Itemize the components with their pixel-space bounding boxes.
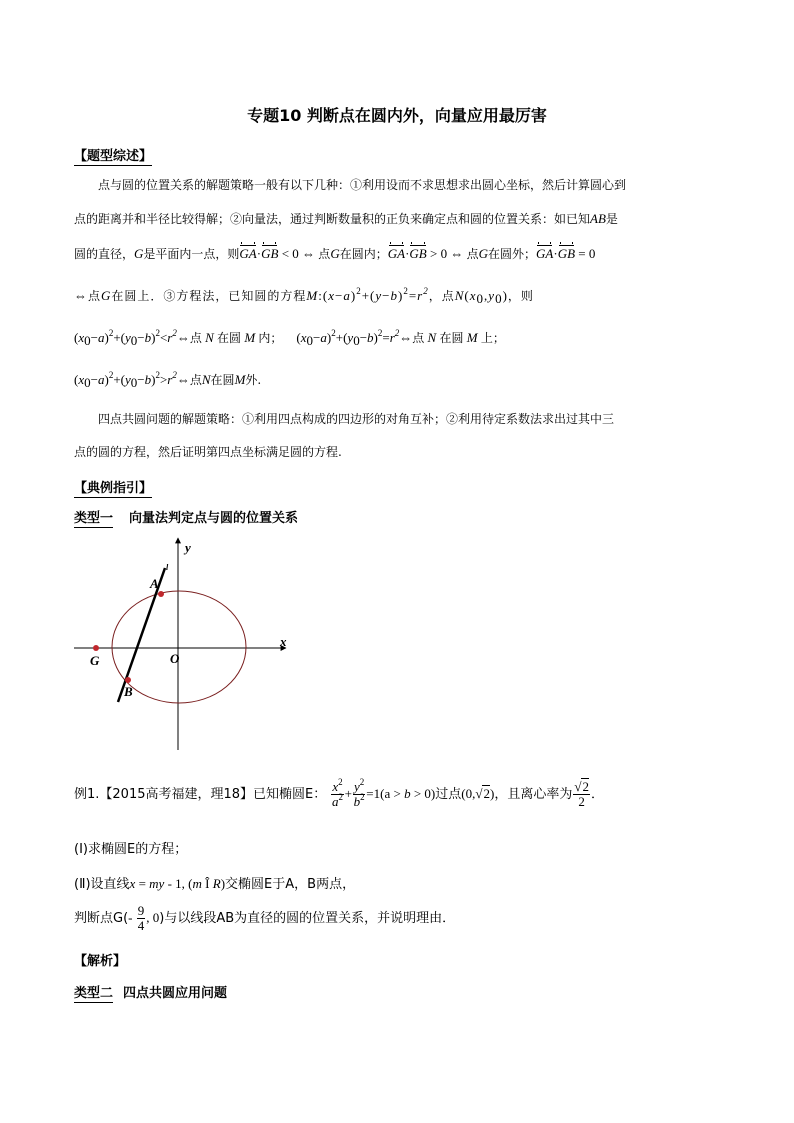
label-x: x [280, 634, 287, 649]
page-title: 专题10 判断点在圆内外，向量应用最厉害 [247, 106, 547, 125]
example1-question-1: (Ⅰ)求椭圆E的方程； [74, 842, 188, 857]
label-y: y [185, 540, 191, 555]
overview-line-5: $(x_0-a)^2+(y_0-b)^2<r^2\Leftrightarrow$点 N 在圆 M 内； $(x_0-a)^2+(y_0-b)^2=r^2\Leftrightarrow$点 N 在圆 M 上； [74, 328, 505, 348]
ellipse-figure [68, 530, 298, 760]
section-solution-heading: 【解析】 [74, 954, 127, 969]
overview-line-1: 点与圆的位置关系的解题策略一般有以下几种：①利用设而不求思想求出圆心坐标，然后计算圆心到 [98, 178, 627, 192]
type1-heading: 类型一 向量法判定点与圆的位置关系 [74, 511, 299, 526]
overview-p2-line-2: 点的圆的方程，然后证明第四点坐标满足圆的方程. [74, 445, 342, 459]
overview-line-2: 点的距离并和半径比较得解；②向量法，通过判断数量积的正负来确定点和圆的位置关系：如已知AB是 [74, 211, 618, 226]
label-b: B [124, 684, 133, 699]
overview-line-4: ⇔点G在圆上．③方程法，已知圆的方程$M:(x-a)^2+(y-b)^2=r^2$，点$N(x_0,y_0)$，则 [74, 286, 534, 306]
label-o: O [170, 651, 180, 666]
section-examples-heading: 【典例指引】 [74, 481, 153, 496]
overview-line-3: 圆的直径，G是平面内一点，则GA·GB < 0 ⇔ 点G在圆内；GA·GB > 0 ⇔ 点G在圆外；GA·GB = 0 [74, 246, 596, 261]
example1-question-2: (Ⅱ)设直线x = my - 1, (m Î R)交椭圆E于A，B两点， [74, 876, 356, 892]
overview-line-6: $(x_0-a)^2+(y_0-b)^2>r^2\Leftrightarrow$点N在圆M外. [74, 370, 262, 390]
label-a: A [150, 576, 159, 591]
example1-question-3: 判断点G(- $\frac{9}{4}$ , 0)与以线段AB为直径的圆的位置关系，并说明理由． [74, 903, 456, 933]
point-a [158, 591, 164, 597]
section-overview-heading: 【题型综述】 [74, 149, 153, 164]
point-g [93, 645, 99, 651]
type2-heading: 类型二 四点共圆应用问题 [74, 986, 228, 1001]
point-b [125, 677, 131, 683]
label-l: l [166, 563, 169, 572]
overview-p2-line-1: 四点共圆问题的解题策略：①利用四点构成的四边形的对角互补；②利用待定系数法求出过其中三 [98, 412, 615, 426]
label-g: G [90, 653, 100, 668]
example1-statement: 例1.【2015高考福建，理18】已知椭圆E： $\frac{x^2}{a^2}$ + $\frac{y^2}{b^2}$ =1(a > b > 0)过点(0,√2)，且离心率为 $\frac{√2}{2}$ ． [74, 777, 604, 809]
